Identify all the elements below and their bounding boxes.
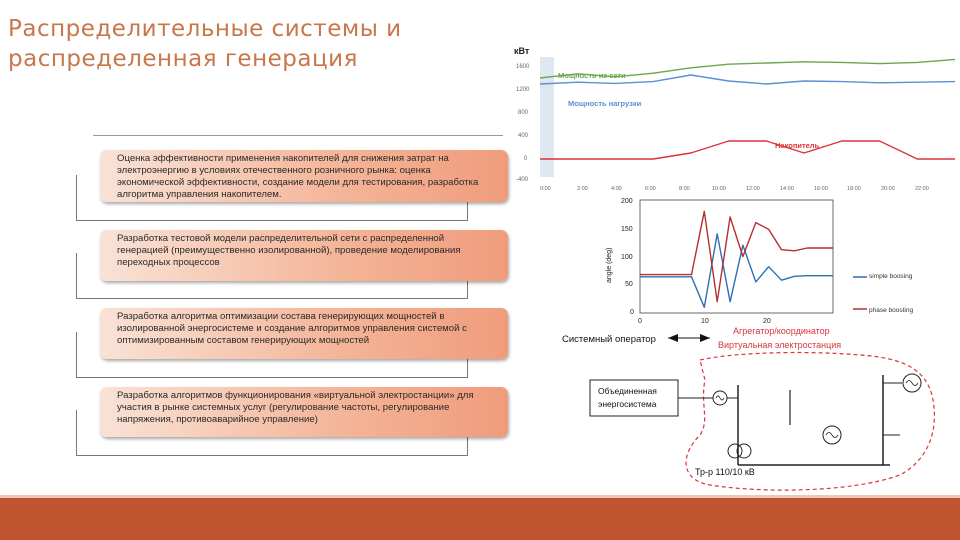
system-operator-label: Системный оператор bbox=[562, 334, 656, 345]
legend-grid-power: Мощность из сети bbox=[558, 71, 626, 80]
list-item-text: Разработка алгоритмов функционирования «виртуальной электростанции» для участия в рынке системных услуг (регулирование частоты, регулирование напряжения, противоаварийное управление) bbox=[117, 390, 474, 425]
grid-label-line2: энергосистема bbox=[598, 399, 657, 409]
y-tick-0: 0 bbox=[524, 156, 528, 162]
angle-chart bbox=[605, 195, 915, 330]
y-tick: 150 bbox=[621, 226, 633, 233]
arrow-head-right bbox=[700, 334, 710, 342]
virtual-plant-label: Виртуальная электростанция bbox=[718, 340, 842, 350]
x-tick: 2:00 bbox=[577, 186, 588, 192]
x-tick: 0:00 bbox=[540, 186, 551, 192]
power-chart-unit: кВт bbox=[514, 46, 530, 56]
angle-chart-plot-area bbox=[640, 200, 833, 313]
x-tick: 8:00 bbox=[679, 186, 690, 192]
list-item-test-model bbox=[100, 230, 508, 281]
y-tick: 0 bbox=[630, 309, 634, 316]
x-tick: 6:00 bbox=[645, 186, 656, 192]
x-tick: 16:00 bbox=[814, 186, 828, 192]
x-tick: 0 bbox=[638, 318, 642, 325]
arrow-head-left bbox=[668, 334, 678, 342]
x-tick: 4:00 bbox=[611, 186, 622, 192]
angle-chart-y-ticks bbox=[621, 198, 634, 316]
transformer-winding-2 bbox=[737, 444, 751, 458]
legend-phase: phase boosting bbox=[869, 307, 914, 314]
power-chart-x-ticks bbox=[540, 186, 929, 192]
title-divider bbox=[93, 135, 503, 136]
y-tick-800: 800 bbox=[518, 110, 529, 116]
x-tick: 18:00 bbox=[847, 186, 861, 192]
transformer-label: Тр-р 110/10 кВ bbox=[695, 467, 755, 477]
list-item-storage-efficiency bbox=[100, 150, 508, 202]
legend-simple: simple boosing bbox=[869, 273, 913, 280]
angle-chart-ylabel: angle (deg) bbox=[606, 247, 613, 283]
y-tick-1600: 1600 bbox=[516, 64, 530, 70]
x-tick: 10:00 bbox=[712, 186, 726, 192]
list-item-text: Оценка эффективности применения накопителей для снижения затрат на электроэнергию в условиях отечественного розничного рынка: оценка экономической эффективности, создание модели для тестирования, разработка алгоритма управления накопителем. bbox=[117, 153, 479, 200]
vpp-diagram bbox=[560, 325, 955, 495]
y-tick: 50 bbox=[625, 281, 633, 288]
y-tick: 200 bbox=[621, 198, 633, 205]
x-tick: 22:00 bbox=[915, 186, 929, 192]
angle-chart-x-ticks bbox=[638, 318, 771, 325]
x-tick: 10 bbox=[701, 318, 709, 325]
x-tick: 14:00 bbox=[780, 186, 794, 192]
x-tick: 12:00 bbox=[746, 186, 760, 192]
aggregator-label: Агрегатор/координатор bbox=[733, 326, 830, 336]
legend-load-power: Мощность нагрузки bbox=[568, 99, 642, 108]
list-item-text: Разработка тестовой модели распределительной сети с распределенной генерацией (преимущественно изолированной), проведение моделирования переходных процессов bbox=[117, 233, 461, 268]
power-chart bbox=[510, 40, 960, 195]
list-item-optimization bbox=[100, 308, 508, 359]
transformer-winding-1 bbox=[728, 444, 742, 458]
legend-storage: Накопитель bbox=[775, 141, 820, 150]
list-item-text: Разработка алгоритма оптимизации состава генерирующих мощностей в изолированной энергосистеме и создание алгоритмов управления системой с оптимизированным составом генерирующих мощностей bbox=[117, 311, 467, 346]
x-tick: 20:00 bbox=[881, 186, 895, 192]
footer-band bbox=[0, 498, 960, 540]
power-chart-y-ticks bbox=[516, 64, 530, 183]
y-tick-1200: 1200 bbox=[516, 87, 530, 93]
x-tick: 20 bbox=[763, 318, 771, 325]
page-title: Распределительные системы и распределенная генерация bbox=[8, 16, 402, 72]
list-item-virtual-plant bbox=[100, 387, 508, 437]
grid-label-line1: Объединенная bbox=[598, 386, 657, 396]
y-tick-400: 400 bbox=[518, 133, 529, 139]
y-tick: 100 bbox=[621, 254, 633, 261]
y-tick-minus400: -400 bbox=[516, 177, 529, 183]
